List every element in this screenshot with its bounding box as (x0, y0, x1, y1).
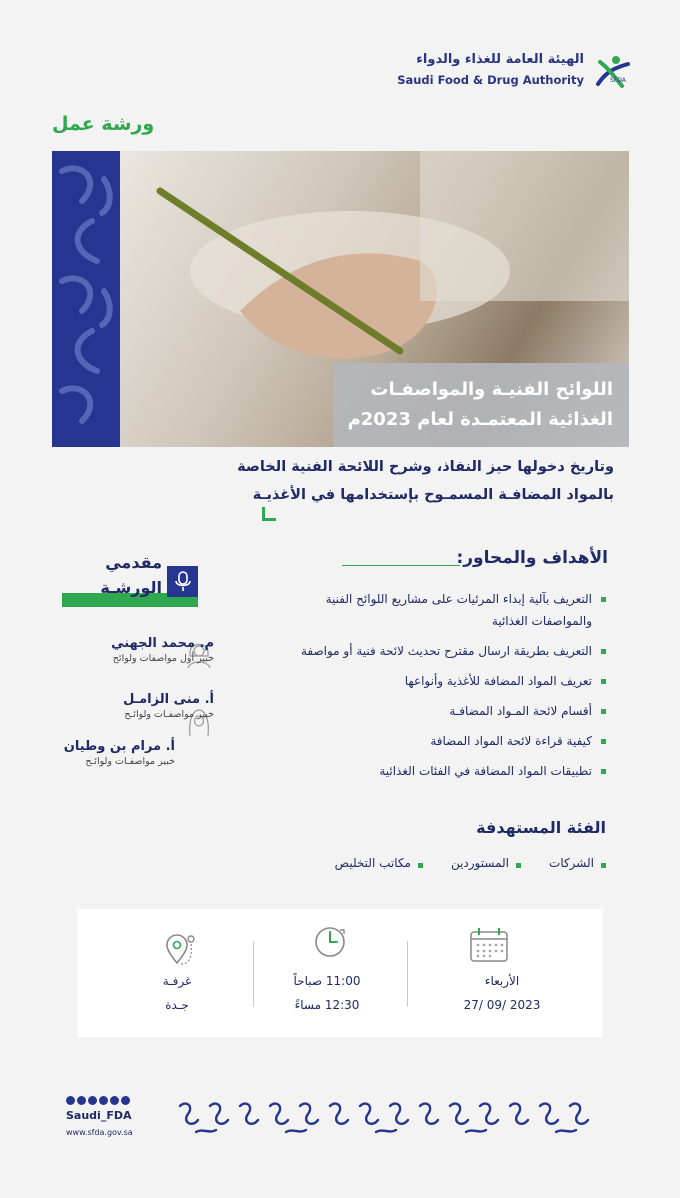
audience-list (335, 856, 606, 870)
pattern-stripe (52, 151, 120, 447)
audience-item: الشركات (549, 856, 606, 870)
audience-item: المستوردين (451, 856, 521, 870)
presenters-title-line2: الورشـة (100, 578, 162, 597)
audience-title: الفئة المستهدفة (476, 818, 606, 837)
presenter-1 (111, 636, 214, 664)
facebook-icon[interactable] (121, 1096, 130, 1105)
microphone-icon (167, 566, 198, 597)
presenter-name: م. محمد الجهني (111, 636, 214, 651)
event-info-card (77, 909, 603, 1037)
goal-item: أقسام لائحة المـواد المضافـة (296, 700, 606, 722)
instagram-icon[interactable] (99, 1096, 108, 1105)
goals-list (296, 588, 606, 790)
presenter-3 (64, 739, 175, 767)
presenters-title (100, 550, 162, 600)
website-link[interactable]: www.sfda.gov.sa (66, 1128, 133, 1137)
logo-mark-text: SFDA (610, 77, 626, 84)
intro-line1: وتاريخ دخولها حيز النفاذ، وشرح اللائحة الفنية الخاصة (237, 459, 614, 475)
intro-text (54, 453, 614, 509)
decorative-wave-pattern-icon (176, 1098, 616, 1140)
youtube-icon[interactable] (88, 1096, 97, 1105)
goals-title: الأهداف والمحاور: (456, 548, 608, 568)
presenter-name: أ. مرام بن وطيان (63, 739, 175, 754)
venue-cell (137, 969, 217, 1017)
hero-title-line1: اللوائح الفنيـة والمواصفـات (370, 379, 613, 400)
card-divider (407, 941, 408, 1007)
workshop-badge: ورشة عمل (52, 113, 155, 135)
hero-banner (52, 151, 629, 447)
goal-item: التعريف بآلية إبداء المرئيات على مشاريع اللوائح الفنية والمواصفات الغذائية (296, 588, 606, 632)
time-end: 12:30 مساءً (294, 998, 360, 1012)
venue-line2: جـدة (165, 998, 189, 1012)
time-start: 11:00 صباحاً (293, 974, 361, 988)
logo-english-text: Saudi Food & Drug Authority (397, 73, 584, 87)
presenters-title-line1: مقدمي (105, 553, 162, 572)
time-cell (267, 969, 387, 1017)
hero-title-box (333, 363, 629, 447)
logo-arabic-text: الهيئة العامة للغذاء والدواء (416, 52, 584, 67)
intro-line2: بالمواد المضافـة المسمـوح بإستخدامها في الأغذيـة (252, 487, 614, 503)
presenter-2 (123, 692, 214, 720)
calendar-icon (469, 927, 509, 963)
hero-title-line2: الغذائية المعتمـدة لعام 2023م (347, 409, 613, 430)
goal-item: كيفية قراءة لائحة المواد المضافة (296, 730, 606, 752)
goal-item: تعريف المواد المضافة للأغذية وأنواعها (296, 670, 606, 692)
social-icons (66, 1096, 130, 1105)
wave-pattern-icon (52, 151, 120, 447)
presenter-name: أ. منى الزامـل (123, 692, 214, 707)
presenter-role: خبير أول مواصفات ولوائح (112, 653, 214, 664)
corner-accent (262, 507, 276, 521)
social-handle: Saudi_FDA (66, 1109, 132, 1122)
snapchat-icon[interactable] (77, 1096, 86, 1105)
twitter-icon[interactable] (66, 1096, 75, 1105)
date-cell (427, 969, 577, 1017)
linkedin-icon[interactable] (110, 1096, 119, 1105)
event-day: الأربعاء (484, 974, 520, 988)
presenter-role: خبير مواصفـات ولوائـح (85, 756, 175, 767)
audience-item: مكاتب التخليص (335, 856, 423, 870)
presenter-role: خبير مواصفـات ولوائـح (124, 709, 214, 720)
sfda-logo-icon (592, 54, 634, 90)
goals-divider (342, 565, 460, 566)
venue-line1: غرفـة (162, 974, 192, 988)
clock-icon (313, 925, 347, 959)
goal-item: التعريف بطريقة ارسال مقترح تحديث لائحة فنية أو مواصفة (296, 640, 606, 662)
goal-item: تطبيقات المواد المضافة في الفئات الغذائية (296, 760, 606, 782)
location-pin-icon (163, 931, 199, 967)
event-date: 27/ 09/ 2023 (463, 998, 541, 1012)
card-divider (253, 941, 254, 1007)
